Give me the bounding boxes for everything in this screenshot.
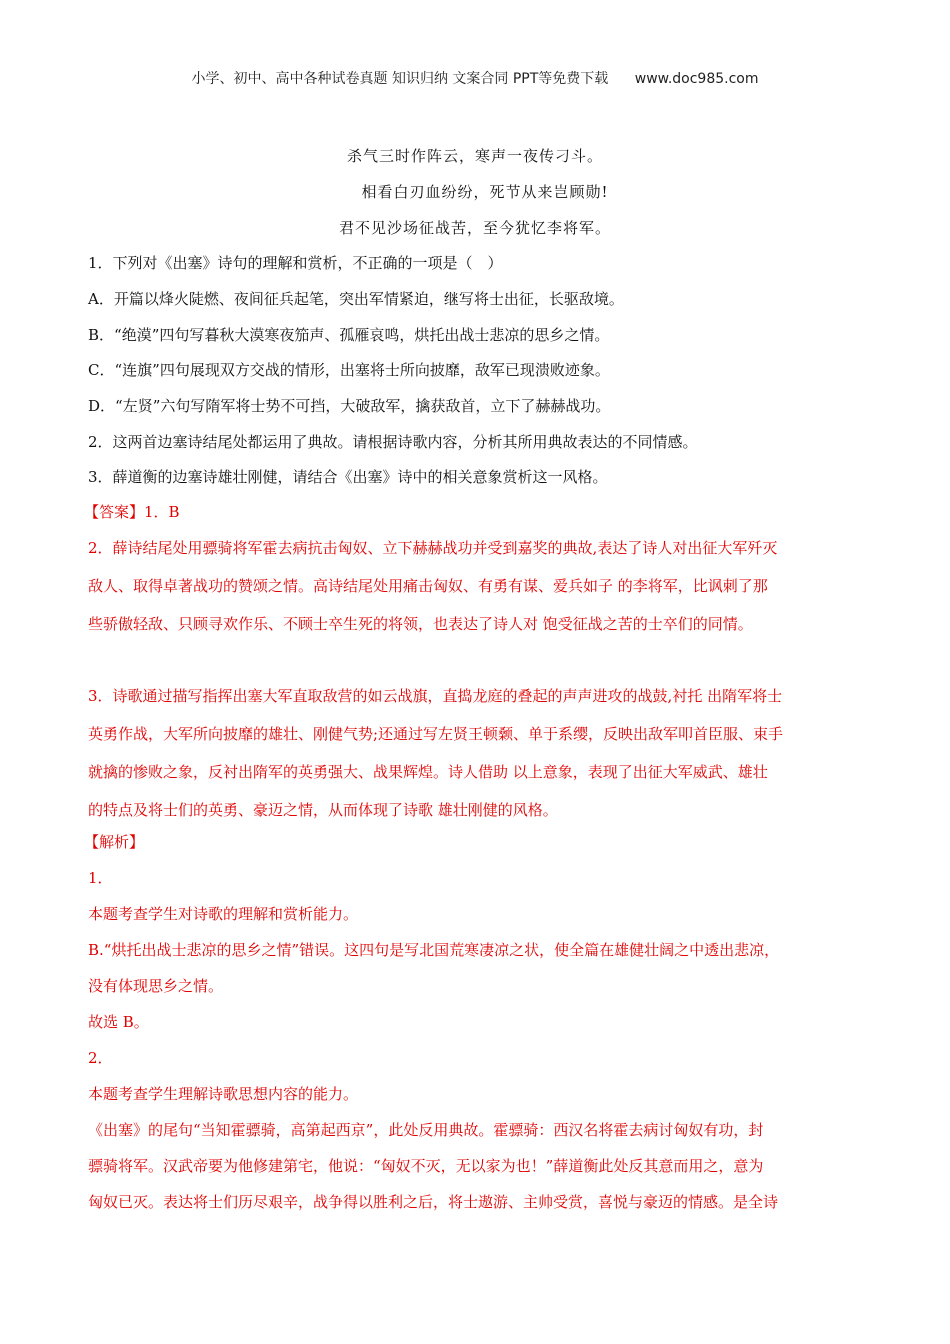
analysis-2-detail: 匈奴已灭。表达将士们历尽艰辛，战争得以胜利之后，将士遨游、主帅受赏，喜悦与豪迈的情感。是全诗 <box>88 1193 779 1211</box>
analysis-2-detail: 《出塞》的尾句“当知霍骠骑，高第起西京”，此处反用典故。霍骠骑：西汉名将霍去病讨匈奴有功，封 <box>88 1121 764 1139</box>
poem-line: 相看白刃血纷纷，死节从来岂顾勋! <box>361 183 609 201</box>
page-header <box>0 68 950 88</box>
analysis-2-detail: 骠骑将军。汉武帝要为他修建第宅，他说：“匈奴不灭，无以家为也！”薛道衡此处反其意而用之，意为 <box>88 1157 764 1175</box>
poem-line: 君不见沙场征战苦，至今犹忆李将军。 <box>338 219 611 237</box>
analysis-1-number: 1． <box>88 869 113 887</box>
answer-2-line: 敌人、取得卓著战功的赞颂之情。高诗结尾处用痛击匈奴、有勇有谋、爱兵如子 的李将军，比讽刺了那 <box>88 577 768 595</box>
answer-3-line: 就擒的惨败之象，反衬出隋军的英勇强大、战果辉煌。诗人借助 以上意象，表现了出征大军威武、雄壮 <box>88 763 768 781</box>
answer-2 <box>88 529 868 643</box>
answer-label: 【答案】 <box>84 503 145 521</box>
question-2: 2．这两首边塞诗结尾处都运用了典故。请根据诗歌内容，分析其所用典故表达的不同情感。 <box>88 433 698 451</box>
answer-heading <box>84 502 180 522</box>
analysis-1-detail: B.“烘托出战士悲凉的思乡之情”错误。这四句是写北国荒寒凄凉之状，使全篇在雄健壮阔之中透出悲凉， <box>88 941 780 959</box>
option-d: D．“左贤”六句写隋军将士势不可挡，大破敌军，擒获敌首，立下了赫赫战功。 <box>88 397 611 415</box>
header-text: 小学、初中、高中各种试卷真题 知识归纳 文案合同 PPT等免费下载 <box>191 71 609 87</box>
header-site-link[interactable]: www.doc985.com <box>634 71 759 87</box>
option-a: A．开篇以烽火陡燃、夜间征兵起笔，突出军情紧迫，继写将士出征，长驱敌境。 <box>88 290 624 308</box>
answer-2-line: 2．薛诗结尾处用骠骑将军霍去病抗击匈奴、立下赫赫战功并受到嘉奖的典故,表达了诗人对出征大军歼灭 <box>88 539 778 557</box>
analysis-2-intro: 本题考查学生理解诗歌思想内容的能力。 <box>88 1085 359 1103</box>
analysis-1 <box>88 860 868 1220</box>
analysis-label: 【解析】 <box>84 833 145 851</box>
option-c: C．“连旗”四句展现双方交战的情形，出塞将士所向披靡，敌军已现溃败迹象。 <box>88 361 610 379</box>
answer-1: 1．B <box>144 503 180 521</box>
answer-3-line: 3．诗歌通过描写指挥出塞大军直取敌营的如云战旗，直捣龙庭的叠起的声声进攻的战鼓,衬托 出隋军将士 <box>88 687 783 705</box>
answer-2-line: 些骄傲轻敌、只顾寻欢作乐、不顾士卒生死的将领，也表达了诗人对 饱受征战之苦的士卒们的同情。 <box>88 615 753 633</box>
analysis-2-number: 2． <box>88 1049 113 1067</box>
option-b: B．“绝漠”四句写暮秋大漠寒夜笳声、孤雁哀鸣，烘托出战士悲凉的思乡之情。 <box>88 326 610 344</box>
answer-3 <box>88 677 868 829</box>
analysis-1-intro: 本题考查学生对诗歌的理解和赏析能力。 <box>88 905 359 923</box>
answer-3-line: 的特点及将士们的英勇、豪迈之情，从而体现了诗歌 雄壮刚健的风格。 <box>88 801 558 819</box>
question-1: 1．下列对《出塞》诗句的理解和赏析，不正确的一项是（ ） <box>88 254 503 272</box>
analysis-1-choice: 故选 B。 <box>88 1013 149 1031</box>
analysis-1-detail: 没有体现思乡之情。 <box>88 977 224 995</box>
answer-3-line: 英勇作战，大军所向披靡的雄壮、刚健气势;还通过写左贤王顿颡、单于系缨，反映出敌军叩首臣服、束手 <box>88 725 784 743</box>
question-3: 3．薛道衡的边塞诗雄壮刚健，请结合《出塞》诗中的相关意象赏析这一风格。 <box>88 468 608 486</box>
poem-block <box>0 146 950 254</box>
poem-line: 杀气三时作阵云，寒声一夜传刁斗。 <box>346 147 603 165</box>
